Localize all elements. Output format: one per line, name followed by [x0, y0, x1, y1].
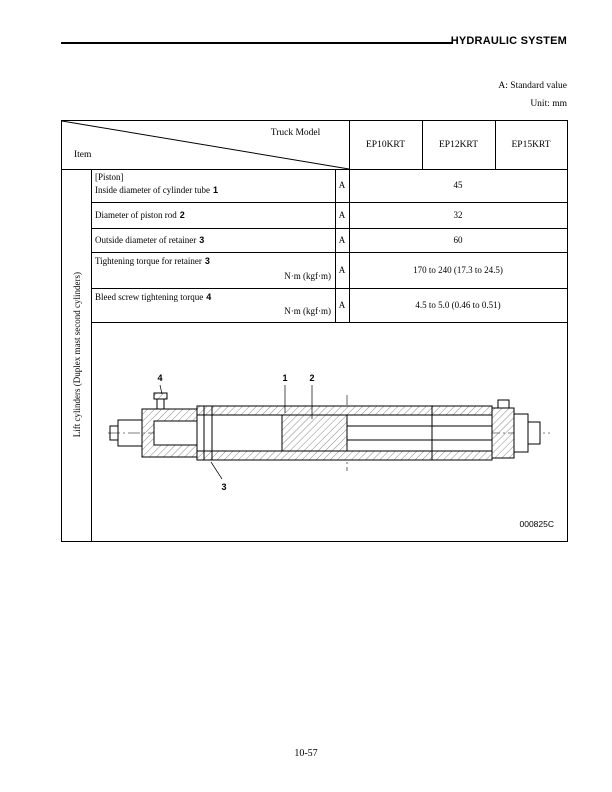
model-header-ep12krt: EP12KRT: [438, 140, 479, 150]
row-value: 32: [453, 210, 463, 220]
head-bore: [154, 421, 197, 445]
callout-ref: 3: [204, 256, 210, 266]
model-header-ep15krt: EP15KRT: [511, 140, 551, 150]
cylinder-body: [110, 393, 540, 460]
page-header-title: HYDRAULIC SYSTEM: [450, 35, 567, 47]
page-number: 10-57: [294, 748, 318, 759]
bleed-screw-head: [154, 393, 167, 399]
row-item-line1: [95, 292, 211, 302]
row-value: 170 to 240 (17.3 to 24.5): [413, 265, 503, 275]
row-item-line2: [95, 185, 218, 195]
figure-code: 000825C: [519, 519, 554, 529]
cylinder-figure: [92, 323, 567, 540]
row-item-line1: [95, 210, 185, 220]
row-item-line1: [95, 235, 204, 245]
note-unit: Unit: mm: [530, 99, 567, 109]
end-cap-tip: [528, 422, 540, 444]
row-flag: A: [338, 300, 346, 310]
callout-ref: 3: [199, 235, 205, 245]
piston: [282, 415, 347, 451]
figure-callout-4: 4: [157, 373, 163, 383]
truck-model-label: Truck Model: [270, 128, 321, 138]
row-flag: A: [338, 235, 346, 245]
row-item-text: Tightening torque for retainer: [95, 256, 202, 266]
callout-ref: 4: [206, 292, 212, 302]
header-rule: [61, 42, 453, 44]
row-value: 45: [453, 180, 463, 190]
side-label-text: Lift cylinders (Duplex mast second cylinders): [71, 272, 82, 438]
end-cap-step: [514, 414, 528, 452]
item-label: Item: [74, 150, 92, 160]
row-item-text: Diameter of piston rod: [95, 210, 177, 220]
row-item-text: Inside diameter of cylinder tube: [95, 185, 210, 195]
row-flag: A: [338, 210, 346, 220]
bleed-screw-shank: [157, 399, 164, 409]
model-header-ep10krt: EP10KRT: [365, 140, 406, 150]
figure-callout-2: 2: [309, 373, 315, 383]
end-cap: [492, 408, 514, 458]
row-unit-label: N·m (kgf·m): [284, 271, 331, 281]
row-item-text: Bleed screw tightening torque: [95, 292, 204, 302]
figure-callout-1: 1: [282, 373, 288, 383]
note-standard-value: A: Standard value: [498, 81, 567, 91]
row-item-line1: [Piston]: [95, 172, 124, 182]
tube-wall-bottom: [197, 451, 492, 460]
row-flag: A: [338, 180, 346, 190]
spec-table: [61, 120, 568, 542]
tube-wall-top: [197, 406, 492, 415]
row-item-text: Outside diameter of retainer: [95, 235, 197, 245]
figure-callout-3: 3: [221, 482, 227, 492]
callout-ref: 2: [179, 210, 185, 220]
row-flag: A: [338, 265, 346, 275]
row-item-line1: [95, 256, 210, 266]
side-label: [62, 169, 91, 541]
row-unit-label: N·m (kgf·m): [284, 306, 331, 316]
callout-ref: 1: [212, 185, 218, 195]
row-value: 4.5 to 5.0 (0.46 to 0.51): [415, 300, 501, 310]
port-fitting: [498, 400, 509, 408]
row-value: 60: [453, 235, 463, 245]
